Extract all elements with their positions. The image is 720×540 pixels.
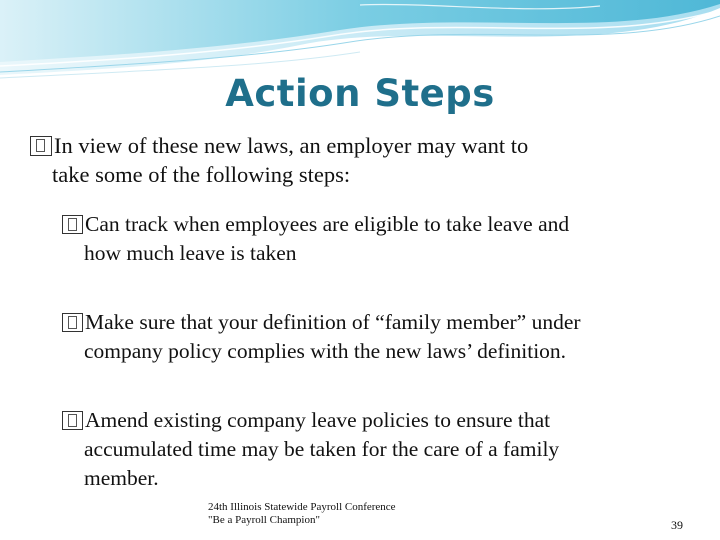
main-bullet-line-2: take some of the following steps: (52, 162, 351, 187)
page-number: 39 (671, 518, 683, 532)
sub-bullet-1-line-1: Can track when employees are eligible to take leave and (85, 212, 570, 236)
slide-title: Action Steps (225, 72, 495, 115)
main-bullet-line-1: In view of these new laws, an employer may want to (54, 133, 529, 158)
sub-bullet-1 (62, 210, 702, 268)
sub-bullet-3-line-1: Amend existing company leave policies to ensure that (85, 408, 551, 432)
bullet-glyph-icon (62, 411, 83, 430)
sub-bullet-3 (62, 406, 702, 493)
sub-bullet-1-line-2: how much leave is taken (84, 241, 297, 265)
sub-bullet-3-line-2: accumulated time may be taken for the care of a family (84, 437, 560, 461)
footer-conference-name: 24th Illinois Statewide Payroll Conference (208, 501, 396, 513)
main-bullet (30, 131, 700, 189)
bullet-glyph-icon (62, 215, 83, 234)
footer-tagline: "Be a Payroll Champion" (208, 514, 320, 526)
sub-bullet-3-line-3: member. (84, 466, 159, 490)
sub-bullet-2-line-1: Make sure that your definition of “family member” under (85, 310, 581, 334)
sub-bullet-2 (62, 308, 702, 366)
bullet-glyph-icon (62, 313, 83, 332)
bullet-glyph-icon (30, 136, 52, 156)
sub-bullet-2-line-2: company policy complies with the new laws’ definition. (84, 339, 567, 363)
footer (208, 501, 396, 527)
